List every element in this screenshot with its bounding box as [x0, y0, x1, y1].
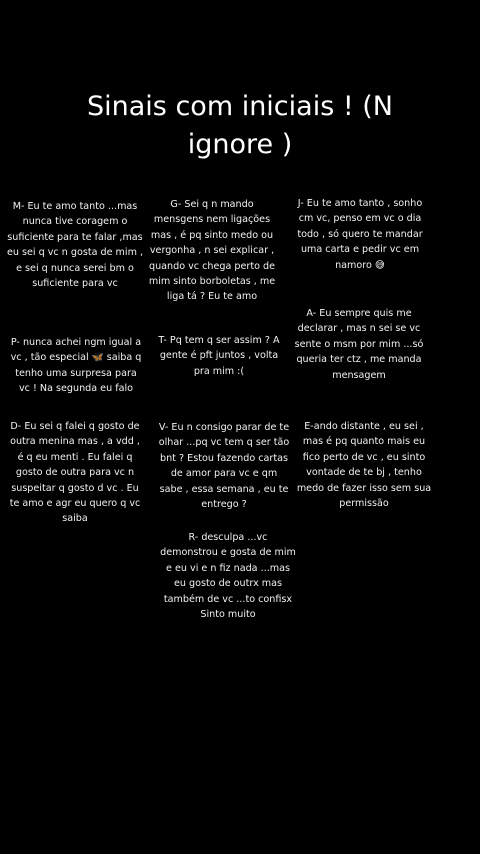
letter-v-message: V- Eu n consigo parar de te olhar ...pq vc tem q ser tão bnt ? Estou fazendo cartas de amor para vc e qm sabe , essa semana , eu te entrego ? [158, 422, 290, 511]
letter-a-message: A- Eu sempre quis me declarar , mas n sei se vc sente o msm por mim ...só queria ter ctz , me manda mensagem [294, 308, 424, 381]
letter-p-message: P- nunca achei ngm igual a vc , tão especial 🦋 saiba q tenho uma surpresa para vc ! Na segunda eu falo [10, 337, 142, 395]
letter-j-message: J- Eu te amo tanto , sonho cm vc, penso em vc o dia todo , só quero te mandar uma carta e pedir vc em namoro 😅 [297, 198, 423, 271]
letter-g-message: G- Sei q n mando mensgens nem ligações mas , é pq sinto medo ou vergonha , n sei explicar , quando vc chega perto de mim sinto borboletas , me liga tá ? Eu te amo [148, 199, 276, 303]
letter-t-message: T- Pq tem q ser assim ? A gente é pft juntos , volta pra mim :( [158, 335, 280, 377]
letter-m-message: M- Eu te amo tanto ...mas nunca tive coragem o suficiente para te falar ,mas eu sei q vc n gosta de mim , e sei q nunca serei bm o suficiente para vc [6, 201, 144, 290]
letter-e-message: E-ando distante , eu sei , mas é pq quanto mais eu fico perto de vc , eu sinto vontade de te bj , tenho medo de fazer isso sem sua permissão [296, 421, 432, 510]
page-title: Sinais com iniciais ! (N ignore ) [87, 91, 393, 160]
letter-d-message: D- Eu sei q falei q gosto de outra menina mas , a vdd , é q eu menti . Eu falei q gosto de outra para vc n suspeitar q gosto d vc . Eu te amo e agr eu quero q vc saiba [9, 421, 141, 525]
letter-r-message: R- desculpa ...vc demonstrou e gosta de mim e eu vi e n fiz nada ...mas eu gosto de outrx mas também de vc ...to confisx Sinto muito [160, 532, 296, 621]
